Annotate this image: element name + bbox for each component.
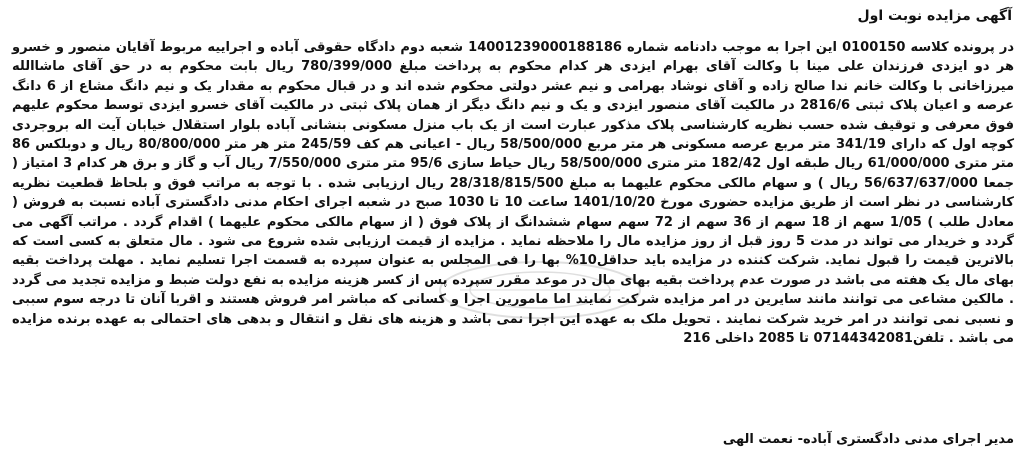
- notice-signature: مدیر اجرای مدنی دادگستری آباده- نعمت الهی: [722, 432, 1014, 447]
- notice-body: در پرونده کلاسه 0100150 این اجرا به موجب دادنامه شماره 14001239000188186 شعبه دوم دادگاه حقوقی آباده و اجراییه مربوط آقایان منصور و خسرو هر دو ایزدی فرزندان علی مینا با وکالت آقای بهرام ایزدی هر کدام محکوم به پرداخت مبلغ 780/399/000 ریال بابت محکوم به در حق آقای ماشاالله میرزاخانی با وکالت خانم ندا صالح زاده و آقای نوشاد بهرامی و نیم عشر دولتی محکوم شده اند و در قبال محکوم به مقدار یک و نیم دانگ مشاع از 6 دانگ عرصه و اعیان پلاک ثبتی 2816/6 در مالکیت آقای منصور ایزدی و یک و نیم دانگ دیگر از همان پلاک ثبتی در مالکیت آقای خسرو ایزدی توسط محکوم علیهم فوق معرفی و توقیف شده حسب نظریه کارشناسی پلاک مذکور عبارت است از یک باب منزل مسکونی بنشانی آباده بلوار استقلال خیابان آیت اله بروجردی کوچه اول که دارای 341/19 متر مربع عرصه مسکونی هر متر مربع 58/500/000 ریال - اعیانی هم کف 245/59 متر هر متر 80/800/000 ریال و دوبلکس 86 متر متری 61/000/000 ریال طبقه اول 182/42 متر متری 58/500/000 ریال حیاط سازی 95/6 متر متری 7/550/000 ریال آب و گاز و برق هر کدام 3 امتیاز ( جمعا 56/637/637/000 ریال ) و سهام مالکی محکوم علیهما به مبلغ 28/318/815/500 ریال ارزیابی شده . با توجه به مراتب فوق و بلحاظ قطعیت نظریه کارشناسی در نظر است از طریق مزایده حضوری مورخ 1401/10/20 ساعت 10 تا 1030 صبح در شعبه اجرای احکام مدنی دادگستری آباده نسبت به فروش ( معادل طلب ) 1/05 سهم از 18 سهم از 36 سهم از 72 سهم سهام ششدانگ از پلاک فوق ( از سهام مالکی محکوم علیهما ) اقدام گردد . مراتب آگهی می گردد و خریدار می تواند در مدت 5 روز قبل از روز مزایده مال را ملاحظه نماید . مزایده از قیمت ارزیابی شده شروع می شود . مال متعلق به کسی است که بالاترین قیمت را قبول نماید. شرکت کننده در مزایده باید حداقل10% بها را فی المجلس به عنوان سپرده به قسمت اجرا تسلیم نماید . مهلت پرداخت بقیه بهای مال یک هفته می باشد در صورت عدم پرداخت بقیه بهای مال در موعد مقرر سپرده پس از کسر هزینه مزایده به نفع دولت ضبط و مزایده تجدید می گردد . مالکین مشاعی می توانند مانند سایرین در امر مزایده شرکت نمایند اما مامورین اجرا و کسانی که مباشر امر فروش هستند و اقربا آنان تا درجه سوم سببی و نسبی نمی توانند در امر خرید شرکت نمایند . تحویل ملک به عهده این اجرا نمی باشد و هزینه های نقل و انتقال و بدهی های احتمالی به عهده برنده مزایده می باشد . تلفن07144342081 تا 2085 داخلی 216: [12, 40, 1015, 347]
- notice-title: آگهی مزایده نوبت اول: [857, 8, 1012, 24]
